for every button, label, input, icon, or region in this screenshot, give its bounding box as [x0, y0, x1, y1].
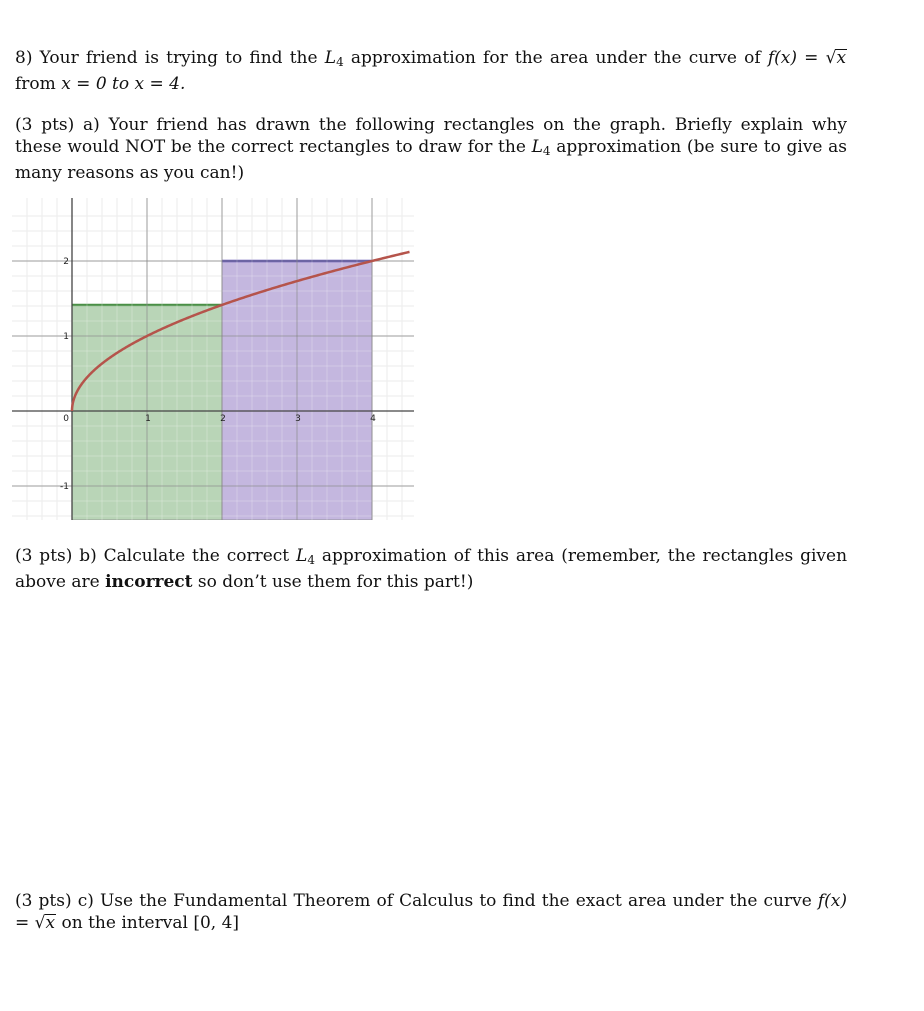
from-word: from: [15, 74, 56, 94]
x-tick-label: 3: [295, 414, 301, 424]
y-tick-label: -1: [60, 482, 69, 492]
question-number: 8): [15, 48, 33, 68]
part-b-text-2: approximation of this area (remember, the rectangles given above are: [15, 546, 848, 592]
part-a: [15, 114, 847, 184]
part-b-text-1: Calculate the correct: [103, 546, 290, 566]
x-tick-label: 4: [370, 414, 376, 424]
function-expression: f(x) = √x: [767, 48, 847, 68]
x-tick-label: 2: [220, 414, 226, 424]
part-c-text-1: Use the Fundamental Theorem of Calculus to find the exact area under the curve: [99, 891, 812, 911]
part-c: [15, 890, 847, 934]
l4-symbol: $L_4$: [296, 546, 315, 567]
y-tick-label: 2: [63, 257, 69, 267]
l4-symbol: $L_4$: [324, 48, 344, 69]
question-intro: [15, 47, 847, 95]
y-tick-label: 1: [63, 332, 69, 342]
part-c-points: (3 pts) c): [15, 891, 94, 911]
intro-text-2: approximation for the area under the curve of: [350, 48, 761, 68]
part-a-text-1: Your friend has drawn the following rectangles on the graph. Briefly explain why these would NOT be the correct rectangles to draw for the: [15, 115, 848, 157]
x-tick-label: 0: [63, 414, 69, 424]
x-tick-label: 1: [145, 414, 151, 424]
part-c-interval: [0, 4]: [193, 913, 240, 933]
function-expression: f(x) = √x: [15, 891, 848, 933]
part-a-points: (3 pts) a): [15, 115, 100, 135]
part-c-text-2: on the interval: [61, 913, 188, 933]
intro-text-1: Your friend is trying to find the: [39, 48, 318, 68]
l4-symbol: $L_4$: [531, 137, 551, 158]
part-b-points: (3 pts) b): [15, 546, 97, 566]
incorrect-emphasis: incorrect: [105, 572, 193, 592]
part-b: [15, 545, 847, 593]
part-b-text-3: so don’t use them for this part!): [197, 572, 474, 592]
interval-text: x = 0 to x = 4.: [61, 74, 186, 94]
riemann-graph: [12, 198, 414, 520]
part-a-text-2: approximation (be sure to give as many reasons as you can!): [15, 137, 848, 183]
